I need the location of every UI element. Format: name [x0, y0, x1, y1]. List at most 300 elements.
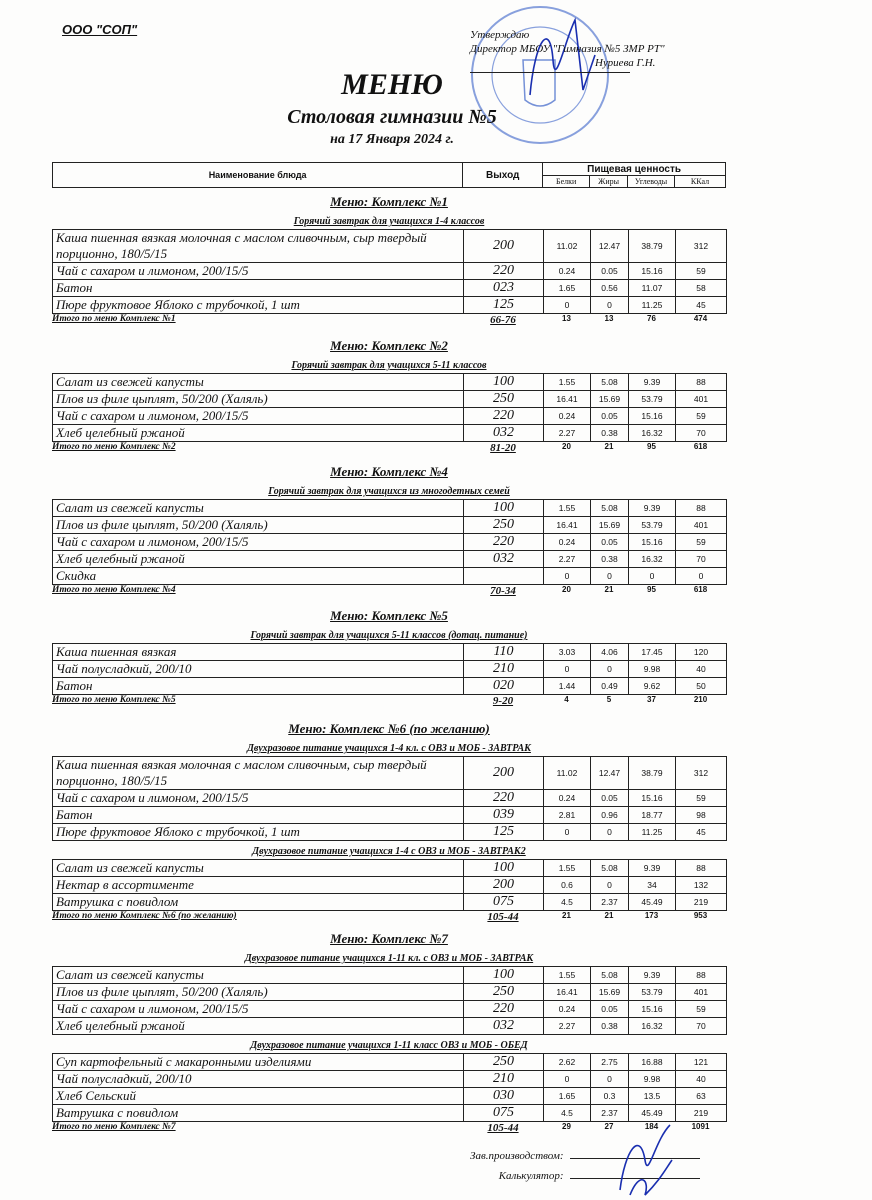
dish-output: 250: [464, 1054, 544, 1071]
dish-carbs: 18.77: [629, 807, 676, 824]
section-total: [52, 442, 726, 456]
dish-name: Хлеб целебный ржаной: [53, 551, 464, 568]
table-row: [53, 551, 727, 568]
dish-protein: 11.02: [544, 230, 591, 263]
menu-table: [52, 643, 727, 695]
table-row: [53, 967, 727, 984]
dish-fat: 0: [591, 824, 629, 841]
table-row: [53, 877, 727, 894]
dish-output: 020: [464, 678, 544, 695]
dish-kcal: 401: [676, 391, 727, 408]
dish-kcal: 219: [676, 1105, 727, 1122]
table-row: [53, 678, 727, 695]
dish-name: Салат из свежей капусты: [53, 967, 464, 984]
table-row: [53, 408, 727, 425]
table-row: [53, 517, 727, 534]
table-row: [53, 425, 727, 442]
dish-fat: 0: [591, 661, 629, 678]
section-title: Меню: Комплекс №5: [330, 608, 448, 623]
dish-output: 075: [464, 894, 544, 911]
dish-output: 200: [464, 877, 544, 894]
total-label: Итого по меню Комплекс №1: [52, 314, 176, 324]
dish-protein: 0.24: [544, 790, 591, 807]
dish-output: 039: [464, 807, 544, 824]
dish-fat: 0: [591, 1071, 629, 1088]
dish-output: 110: [464, 644, 544, 661]
dish-carbs: 16.32: [629, 551, 676, 568]
dish-fat: 0.38: [591, 551, 629, 568]
dish-name: Плов из филе цыплят, 50/200 (Халяль): [53, 517, 464, 534]
table-row: [53, 984, 727, 1001]
total-output: 105-44: [487, 1122, 519, 1134]
dish-fat: 0.38: [591, 425, 629, 442]
dish-carbs: 15.16: [629, 790, 676, 807]
total-value: 173: [644, 911, 659, 920]
dish-carbs: 53.79: [629, 391, 676, 408]
table-row: [53, 500, 727, 517]
dish-protein: 2.27: [544, 551, 591, 568]
dish-carbs: 11.07: [629, 280, 676, 297]
dish-carbs: 9.39: [629, 860, 676, 877]
dish-protein: 0.24: [544, 263, 591, 280]
dish-name: Батон: [53, 678, 464, 695]
dish-output: 220: [464, 408, 544, 425]
dish-protein: 2.27: [544, 1018, 591, 1035]
total-value: 95: [647, 585, 656, 594]
dish-carbs: 15.16: [629, 534, 676, 551]
header-name: Наименование блюда: [53, 163, 463, 188]
section-total: [52, 695, 726, 709]
dish-protein: 1.55: [544, 374, 591, 391]
dish-kcal: 50: [676, 678, 727, 695]
dish-output: 220: [464, 1001, 544, 1018]
dish-kcal: 219: [676, 894, 727, 911]
total-value: 29: [562, 1122, 571, 1131]
dish-name: Чай с сахаром и лимоном, 200/15/5: [53, 263, 464, 280]
dish-protein: 0.6: [544, 877, 591, 894]
total-value: 953: [693, 911, 708, 920]
header-fat: Жиры: [590, 176, 628, 188]
dish-fat: 15.69: [591, 984, 629, 1001]
dish-output: 210: [464, 661, 544, 678]
director-name: Нуриева Г.Н.: [595, 57, 656, 69]
dish-protein: 0.24: [544, 534, 591, 551]
dish-kcal: 70: [676, 551, 727, 568]
table-row: [53, 1105, 727, 1122]
dish-kcal: 312: [676, 230, 727, 263]
dish-name: Батон: [53, 280, 464, 297]
dish-carbs: 16.32: [629, 1018, 676, 1035]
total-value: 474: [693, 314, 708, 323]
dish-fat: 0.49: [591, 678, 629, 695]
dish-fat: 12.47: [591, 757, 629, 790]
table-row: [53, 661, 727, 678]
total-output: 70-34: [490, 585, 516, 597]
dish-fat: 0: [591, 877, 629, 894]
dish-output: 220: [464, 534, 544, 551]
dish-carbs: 15.16: [629, 408, 676, 425]
dish-protein: 1.55: [544, 967, 591, 984]
dish-carbs: 16.32: [629, 425, 676, 442]
dish-kcal: 45: [676, 297, 727, 314]
dish-output: 200: [464, 230, 544, 263]
dish-output: 032: [464, 1018, 544, 1035]
total-value: 76: [647, 314, 656, 323]
dish-fat: 0.96: [591, 807, 629, 824]
dish-name: Скидка: [53, 568, 464, 585]
total-value: 5: [606, 695, 612, 704]
group-title: Горячий завтрак для учащихся 1-4 классов: [293, 216, 485, 227]
section-total: [52, 585, 726, 599]
header-carbs: Углеводы: [628, 176, 675, 188]
dish-kcal: 120: [676, 644, 727, 661]
dish-protein: 11.02: [544, 757, 591, 790]
menu-section: [52, 337, 726, 456]
dish-carbs: 45.49: [629, 1105, 676, 1122]
section-title: Меню: Комплекс №6 (по желанию): [288, 721, 490, 736]
menu-table: [52, 756, 727, 841]
table-row: [53, 824, 727, 841]
dish-name: Чай с сахаром и лимоном, 200/15/5: [53, 790, 464, 807]
group-title: Двухразовое питание учащихся 1-11 кл. с ОВЗ и МОБ - ЗАВТРАК: [244, 953, 534, 964]
total-value: 4: [564, 695, 569, 704]
group-title: Двухразовое питание учащихся 1-11 класс ОВЗ и МОБ - ОБЕД: [250, 1040, 528, 1051]
dish-kcal: 121: [676, 1054, 727, 1071]
dish-fat: 15.69: [591, 517, 629, 534]
menu-table: [52, 373, 727, 442]
dish-kcal: 88: [676, 374, 727, 391]
dish-carbs: 11.25: [629, 824, 676, 841]
dish-name: Ватрушка с повидлом: [53, 894, 464, 911]
dish-fat: 5.08: [591, 967, 629, 984]
dish-fat: 0.38: [591, 1018, 629, 1035]
dish-kcal: 88: [676, 500, 727, 517]
dish-protein: 0: [544, 661, 591, 678]
section-title: Меню: Комплекс №7: [330, 931, 448, 946]
total-output: 66-76: [490, 314, 516, 326]
dish-output: 023: [464, 280, 544, 297]
dish-kcal: 70: [676, 425, 727, 442]
dish-output: [464, 568, 544, 585]
dish-name: Хлеб целебный ржаной: [53, 1018, 464, 1035]
table-row: [53, 860, 727, 877]
dish-carbs: 34: [629, 877, 676, 894]
menu-table: [52, 499, 727, 585]
total-value: 21: [604, 442, 614, 451]
dish-protein: 2.27: [544, 425, 591, 442]
dish-protein: 1.65: [544, 280, 591, 297]
group-title: Двухразовое питание учащихся 1-4 кл. с ОВЗ и МОБ - ЗАВТРАК: [247, 743, 531, 754]
table-row: [53, 757, 727, 790]
total-value: 210: [693, 695, 708, 704]
dish-kcal: 58: [676, 280, 727, 297]
dish-name: Чай с сахаром и лимоном, 200/15/5: [53, 1001, 464, 1018]
dish-carbs: 9.98: [629, 661, 676, 678]
total-value: 27: [604, 1122, 614, 1131]
dish-fat: 12.47: [591, 230, 629, 263]
dish-kcal: 401: [676, 984, 727, 1001]
header-protein: Белки: [543, 176, 590, 188]
dish-carbs: 15.16: [629, 1001, 676, 1018]
dish-name: Каша пшенная вязкая молочная с маслом сливочным, сыр твердый порционно, 180/5/15: [53, 757, 464, 790]
dish-fat: 0: [591, 568, 629, 585]
table-row: [53, 1018, 727, 1035]
dish-protein: 16.41: [544, 517, 591, 534]
dish-kcal: 98: [676, 807, 727, 824]
dish-carbs: 38.79: [629, 757, 676, 790]
table-row: [53, 1054, 727, 1071]
menu-table: [52, 966, 727, 1035]
total-value: 21: [562, 911, 571, 920]
dish-kcal: 59: [676, 1001, 727, 1018]
menu-section: [52, 930, 726, 1136]
dish-output: 250: [464, 984, 544, 1001]
dish-fat: 4.06: [591, 644, 629, 661]
dish-output: 125: [464, 824, 544, 841]
dish-name: Хлеб Сельский: [53, 1088, 464, 1105]
total-value: 1091: [691, 1122, 710, 1131]
total-label: Итого по меню Комплекс №4: [52, 585, 176, 595]
dish-protein: 16.41: [544, 391, 591, 408]
dish-fat: 5.08: [591, 374, 629, 391]
dish-name: Чай полусладкий, 200/10: [53, 1071, 464, 1088]
dish-protein: 0: [544, 297, 591, 314]
page-title: МЕНЮ: [341, 68, 443, 101]
dish-fat: 5.08: [591, 500, 629, 517]
dish-output: 032: [464, 425, 544, 442]
dish-fat: 0.05: [591, 534, 629, 551]
dish-name: Чай полусладкий, 200/10: [53, 661, 464, 678]
total-value: 21: [604, 585, 614, 594]
dish-carbs: 38.79: [629, 230, 676, 263]
dish-output: 200: [464, 757, 544, 790]
dish-output: 100: [464, 500, 544, 517]
calculator-label: Калькулятор:: [498, 1170, 564, 1182]
dish-output: 100: [464, 860, 544, 877]
total-output: 105-44: [487, 911, 519, 923]
dish-protein: 0: [544, 1071, 591, 1088]
table-row: [53, 568, 727, 585]
dish-output: 032: [464, 551, 544, 568]
dish-carbs: 9.39: [629, 374, 676, 391]
dish-protein: 2.81: [544, 807, 591, 824]
dish-fat: 2.75: [591, 1054, 629, 1071]
table-row: [53, 644, 727, 661]
dish-kcal: 63: [676, 1088, 727, 1105]
section-total: [52, 314, 726, 328]
dish-output: 250: [464, 517, 544, 534]
dish-carbs: 53.79: [629, 517, 676, 534]
total-value: 13: [604, 314, 614, 323]
dish-name: Салат из свежей капусты: [53, 374, 464, 391]
menu-date: на 17 Января 2024 г.: [330, 132, 454, 147]
dish-protein: 0: [544, 824, 591, 841]
total-value: 20: [562, 442, 571, 451]
menu-section: [52, 193, 726, 328]
dish-name: Батон: [53, 807, 464, 824]
dish-name: Чай с сахаром и лимоном, 200/15/5: [53, 534, 464, 551]
group-title: Горячий завтрак для учащихся из многодетных семей: [268, 486, 510, 497]
total-value: 618: [693, 442, 708, 451]
section-title: Меню: Комплекс №1: [330, 194, 448, 209]
section-total: [52, 911, 726, 925]
dish-fat: 0.05: [591, 408, 629, 425]
dish-name: Плов из филе цыплят, 50/200 (Халяль): [53, 984, 464, 1001]
section-title: Меню: Комплекс №2: [330, 338, 448, 353]
dish-fat: 0.05: [591, 263, 629, 280]
table-row: [53, 280, 727, 297]
dish-kcal: 59: [676, 534, 727, 551]
dish-carbs: 15.16: [629, 263, 676, 280]
dish-name: Нектар в ассортименте: [53, 877, 464, 894]
dish-carbs: 17.45: [629, 644, 676, 661]
total-value: 618: [693, 585, 708, 594]
total-value: 37: [647, 695, 656, 704]
dish-kcal: 59: [676, 408, 727, 425]
menu-table: [52, 859, 727, 911]
total-label: Итого по меню Комплекс №2: [52, 442, 176, 452]
dish-carbs: 9.39: [629, 967, 676, 984]
total-value: 20: [562, 585, 571, 594]
dish-kcal: 88: [676, 967, 727, 984]
page-subtitle: Столовая гимназии №5: [287, 106, 497, 128]
dish-carbs: 9.39: [629, 500, 676, 517]
dish-carbs: 9.62: [629, 678, 676, 695]
dish-name: Каша пшенная вязкая молочная с маслом сливочным, сыр твердый порционно, 180/5/15: [53, 230, 464, 263]
total-label: Итого по меню Комплекс №5: [52, 695, 176, 705]
dish-kcal: 132: [676, 877, 727, 894]
dish-protein: 1.55: [544, 500, 591, 517]
dish-carbs: 13.5: [629, 1088, 676, 1105]
dish-fat: 0: [591, 297, 629, 314]
dish-output: 100: [464, 374, 544, 391]
dish-name: Ватрушка с повидлом: [53, 1105, 464, 1122]
dish-output: 220: [464, 790, 544, 807]
dish-protein: 2.62: [544, 1054, 591, 1071]
dish-fat: 0.3: [591, 1088, 629, 1105]
table-row: [53, 297, 727, 314]
dish-name: Каша пшенная вязкая: [53, 644, 464, 661]
dish-output: 125: [464, 297, 544, 314]
dish-output: 075: [464, 1105, 544, 1122]
production-label: Зав.производством:: [470, 1150, 564, 1162]
group-title: Горячий завтрак для учащихся 5-11 классов: [291, 360, 487, 371]
total-value: 184: [644, 1122, 659, 1131]
dish-carbs: 11.25: [629, 297, 676, 314]
dish-kcal: 59: [676, 790, 727, 807]
table-row: [53, 374, 727, 391]
total-value: 21: [604, 911, 614, 920]
dish-kcal: 88: [676, 860, 727, 877]
table-row: [53, 790, 727, 807]
dish-name: Суп картофельный с макаронными изделиями: [53, 1054, 464, 1071]
total-output: 81-20: [490, 442, 516, 454]
total-value: 95: [647, 442, 656, 451]
approval-block: [470, 28, 665, 73]
table-row: [53, 1071, 727, 1088]
dish-kcal: 40: [676, 1071, 727, 1088]
dish-name: Салат из свежей капусты: [53, 500, 464, 517]
dish-protein: 0: [544, 568, 591, 585]
dish-fat: 0.05: [591, 1001, 629, 1018]
dish-output: 100: [464, 967, 544, 984]
table-row: [53, 391, 727, 408]
dish-carbs: 9.98: [629, 1071, 676, 1088]
table-row: [53, 263, 727, 280]
table-row: [53, 534, 727, 551]
menu-table: [52, 229, 727, 314]
dish-protein: 4.5: [544, 894, 591, 911]
total-label: Итого по меню Комплекс №6 (по желанию): [52, 911, 237, 921]
dish-kcal: 0: [676, 568, 727, 585]
table-row: [53, 230, 727, 263]
dish-output: 210: [464, 1071, 544, 1088]
total-value: 13: [562, 314, 571, 323]
approve-label: Утверждаю: [470, 29, 530, 41]
dish-carbs: 45.49: [629, 894, 676, 911]
dish-name: Хлеб целебный ржаной: [53, 425, 464, 442]
column-header-table: [52, 162, 726, 188]
handwritten-signature-icon: [600, 1120, 680, 1200]
dish-output: 220: [464, 263, 544, 280]
table-row: [53, 807, 727, 824]
dish-carbs: 16.88: [629, 1054, 676, 1071]
dish-kcal: 401: [676, 517, 727, 534]
total-label: Итого по меню Комплекс №7: [52, 1122, 176, 1132]
menu-section: [52, 463, 726, 599]
dish-fat: 0.56: [591, 280, 629, 297]
dish-fat: 5.08: [591, 860, 629, 877]
dish-protein: 0.24: [544, 408, 591, 425]
table-row: [53, 1088, 727, 1105]
total-output: 9-20: [492, 695, 514, 707]
dish-protein: 3.03: [544, 644, 591, 661]
dish-name: Пюре фруктовое Яблоко с трубочкой, 1 шт: [53, 824, 464, 841]
menu-section: [52, 607, 726, 709]
header-nutrition: Пищевая ценность: [543, 163, 726, 176]
dish-kcal: 312: [676, 757, 727, 790]
dish-fat: 2.37: [591, 1105, 629, 1122]
menu-table: [52, 1053, 727, 1122]
dish-protein: 16.41: [544, 984, 591, 1001]
menu-section: [52, 720, 726, 925]
dish-fat: 0.05: [591, 790, 629, 807]
dish-protein: 4.5: [544, 1105, 591, 1122]
table-row: [53, 894, 727, 911]
dish-kcal: 70: [676, 1018, 727, 1035]
dish-carbs: 53.79: [629, 984, 676, 1001]
dish-fat: 15.69: [591, 391, 629, 408]
dish-carbs: 0: [629, 568, 676, 585]
dish-kcal: 45: [676, 824, 727, 841]
dish-protein: 0.24: [544, 1001, 591, 1018]
dish-name: Салат из свежей капусты: [53, 860, 464, 877]
dish-protein: 1.44: [544, 678, 591, 695]
dish-kcal: 40: [676, 661, 727, 678]
dish-fat: 2.37: [591, 894, 629, 911]
dish-kcal: 59: [676, 263, 727, 280]
group-title: Горячий завтрак для учащихся 5-11 классов (дотац. питание): [250, 630, 528, 641]
dish-name: Плов из филе цыплят, 50/200 (Халяль): [53, 391, 464, 408]
section-title: Меню: Комплекс №4: [330, 464, 448, 479]
header-output: Выход: [463, 163, 543, 188]
group-title: Двухразовое питание учащихся 1-4 с ОВЗ и МОБ - ЗАВТРАК2: [252, 846, 526, 857]
dish-output: 030: [464, 1088, 544, 1105]
organization-name: ООО "СОП": [62, 22, 138, 37]
director-title: Директор МБОУ "Гимназия №5 ЗМР РТ": [470, 43, 665, 55]
dish-name: Чай с сахаром и лимоном, 200/15/5: [53, 408, 464, 425]
dish-output: 250: [464, 391, 544, 408]
